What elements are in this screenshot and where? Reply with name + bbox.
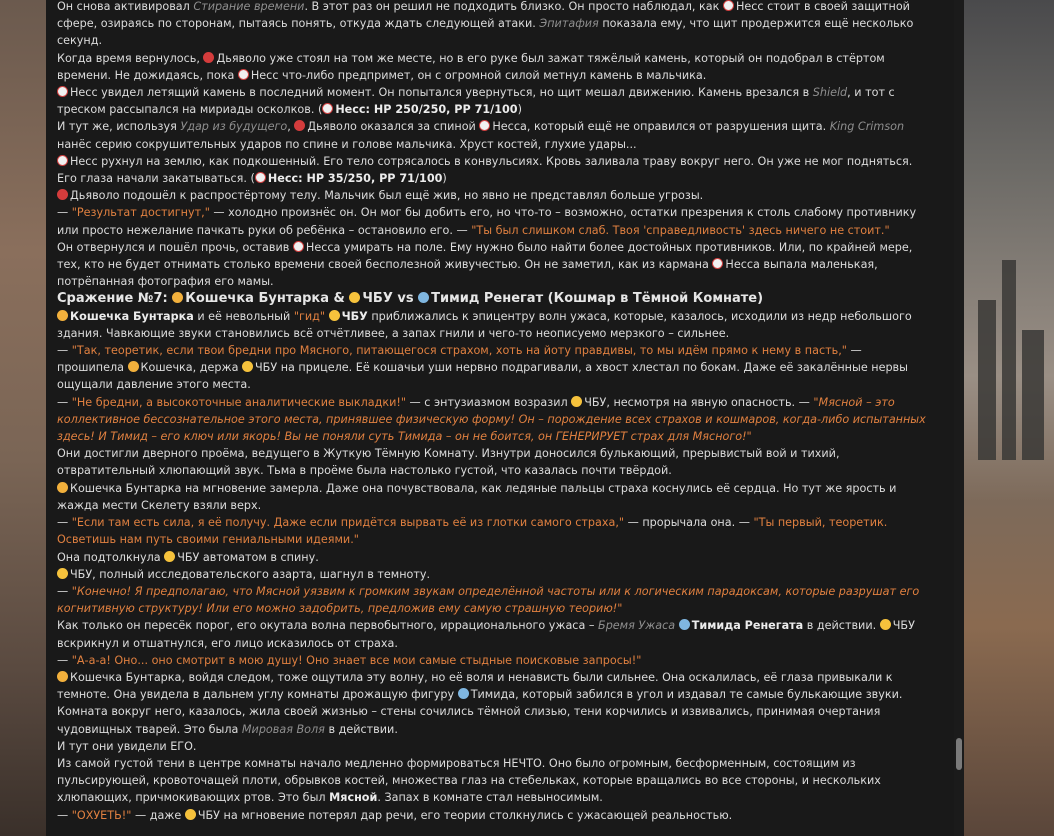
- paragraph: Кошечка Бунтарка, войдя следом, тоже ощутила эту волну, но её воля и ненависть были сильнее. Она оскалилась, её глаза привыкали к темноте. Она увидела в дальнем углу комнаты дрожащую фигуру Тимида, который забился в угол и издавал те самые булькающие звуки. Комната вокруг него, казалось, жила своей жизнью – стены сочились тёмной слизью, тени корчились и извивались, принимая очертания чудовищных тварей. Это была Мировая Воля в действии.: [57, 670, 903, 736]
- battle-heading: Сражение №7: Кошечка Бунтарка & ЧБУ vs Тимид Ренегат (Кошмар в Тёмной Комнате): [57, 291, 764, 307]
- zany-face-icon: [880, 619, 891, 630]
- paragraph: Из самой густой тени в центре комнаты начало медленно формироваться НЕЧТО. Оно было огромным, бесформенным, состоящим из пульсирующей, кровоточащей плоти, обрывков костей, множества глаз на стебельках, которые вращались во все стороны, и нескольких хлюпающих, причмокивающих ртов. Это был Мясной. Запах в комнате стал невыносимым.: [57, 756, 881, 805]
- paragraph: И тут они увидели ЕГО.: [57, 739, 197, 753]
- zany-face-icon: [571, 396, 582, 407]
- cat-icon: [128, 361, 139, 372]
- ness-icon: [322, 103, 333, 114]
- paragraph: Она подтолкнула ЧБУ автоматом в спину.: [57, 550, 319, 564]
- paragraph: Несс рухнул на землю, как подкошенный. Его тело сотрясалось в конвульсиях. Кровь заливала траву вокруг него. Он уже не мог подняться. Его глаза начали закатываться. ( Несс: HP 35/250, PP 71/100): [57, 154, 913, 186]
- zany-face-icon: [329, 310, 340, 321]
- zany-face-icon: [57, 568, 68, 579]
- ness-icon: [479, 120, 490, 131]
- background-wallpaper-left: [0, 0, 46, 836]
- zany-face-icon: [242, 361, 253, 372]
- paragraph: — "Не бредни, а высокоточные аналитические выкладки!" — с энтузиазмом возразил ЧБУ, несмотря на явную опасность. — "Мясной – это коллективное бессознательное этого места, принявшее физическую форму! Он – порождение всех страхов и кошмаров, когда-либо испытанных здесь! И Тимид – его ключ или якорь! Вы не поняли суть Тимида – он не боится, он ГЕНЕРИРУЕТ страх для Мясного!": [57, 395, 926, 444]
- zany-face-icon: [185, 809, 196, 820]
- paragraph: — "А-а-а! Оно... оно смотрит в мою душу! Оно знает все мои самые стыдные поисковые запросы!": [57, 653, 642, 667]
- scrollbar-track[interactable]: [954, 0, 964, 836]
- chat-message-panel: [46, 0, 964, 836]
- paragraph: — "Если там есть сила, я её получу. Даже если придётся вырвать её из глотки самого страха," — прорычала она. — "Ты первый, теоретик. Осветишь нам путь своими гениальными идеями.": [57, 516, 888, 547]
- story-text: [57, 0, 929, 824]
- ness-icon: [57, 86, 68, 97]
- zany-face-icon: [164, 551, 175, 562]
- paragraph: — "ОХУЕТЬ!" — даже ЧБУ на мгновение потерял дар речи, его теории столкнулись с ужасающей реальностью.: [57, 808, 733, 822]
- paragraph: Несс увидел летящий камень в последний момент. Он попытался увернуться, но щит мешал движению. Камень врезался в Shield, и тот с треском рассыпался на мириады осколков. ( Несс: HP 250/250, PP 71/100): [57, 86, 895, 117]
- fearful-face-icon: [679, 619, 690, 630]
- paragraph: Как только он пересёк порог, его окутала волна первобытного, иррационального ужаса – Бремя Ужаса Тимида Ренегата в действии. ЧБУ вскрикнул и отшатнулся, его лицо исказилось от страха.: [57, 619, 915, 650]
- cat-icon: [172, 292, 183, 303]
- cat-icon: [57, 671, 68, 682]
- paragraph: Он снова активировал Стирание времени. В этот раз он решил не подходить близко. Он просто наблюдал, как Несс стоит в своей защитной сфере, озираясь по сторонам, пытаясь понять, откуда ждать следующей атаки. Эпитафия показала ему, что щит продержится ещё несколько секунд.: [57, 0, 914, 48]
- paragraph: Кошечка Бунтарка на мгновение замерла. Даже она почувствовала, как ледяные пальцы страха коснулись её сердца. Но тут же ярость и жажда мести Скелету взяли верх.: [57, 481, 897, 512]
- scrollbar-thumb[interactable]: [956, 738, 962, 770]
- paragraph: — "Так, теоретик, если твои бредни про Мясного, питающегося страхом, хоть на йоту правдивы, то мы идём прямо к нему в пасть," — прошипела Кошечка, держа ЧБУ на прицеле. Её кошачьи уши нервно подрагивали, а хвост хлестал по бокам. Даже её закалённые нервы ощущали давление этого места.: [57, 344, 908, 392]
- devil-icon: [294, 120, 305, 131]
- cat-icon: [57, 310, 68, 321]
- cat-icon: [57, 482, 68, 493]
- paragraph: — "Результат достигнут," — холодно произнёс он. Он мог бы добить его, но что-то – возможно, остатки презрения к столь слабому противнику или просто нежелание пачкать руки об ребёнка – остановило его. — "Ты был слишком слаб. Твоя 'справедливость' здесь ничего не стоит.": [57, 206, 917, 237]
- ness-icon: [293, 241, 304, 252]
- ness-icon: [255, 172, 266, 183]
- ness-icon: [712, 258, 723, 269]
- ness-icon: [57, 155, 68, 166]
- devil-icon: [203, 52, 214, 63]
- paragraph: Кошечка Бунтарка и её невольный "гид" ЧБУ приближались к эпицентру волн ужаса, которые, казалось, исходили из недр небольшого здания. Чавкающие звуки становились всё отчётливее, а запах гнили и чего-то неописуемо мерзкого – сильнее.: [57, 309, 912, 340]
- ruin-tower-2: [1002, 260, 1016, 460]
- ness-icon: [723, 0, 734, 11]
- fearful-face-icon: [458, 688, 469, 699]
- paragraph: Он отвернулся и пошёл прочь, оставив Несса умирать на поле. Ему нужно было найти более достойных противников. Или, по крайней мере, тех, кто не будет отнимать столько времени своей бесполезной живучестью. Он не заметил, как из кармана Несса выпала маленькая, потрёпанная фотография его мамы.: [57, 240, 913, 289]
- paragraph: ЧБУ, полный исследовательского азарта, шагнул в темноту.: [57, 566, 929, 583]
- devil-icon: [57, 189, 68, 200]
- paragraph: — "Конечно! Я предполагаю, что Мясной уязвим к громким звукам определённой частоты или к логическим парадоксам, которые разрушат его когнитивную структуру! Или его можно задобрить, предложив ему самую страшную теорию!": [57, 584, 920, 616]
- ness-icon: [238, 69, 249, 80]
- zany-face-icon: [349, 292, 360, 303]
- background-wallpaper-right: [964, 0, 1054, 836]
- ruin-tower-3: [1022, 330, 1044, 460]
- paragraph: Дьяволо подошёл к распростёртому телу. Мальчик был ещё жив, но явно не представлял больше угрозы.: [57, 187, 929, 204]
- ruin-tower-1: [978, 300, 996, 460]
- paragraph: Когда время вернулось, Дьяволо уже стоял на том же месте, но в его руке был зажат тяжёлый камень, который он подобрал в стёртом времени. Не дожидаясь, пока Несс что-либо предпримет, он с огромной силой метнул камень в мальчика.: [57, 51, 885, 82]
- paragraph: И тут же, используя Удар из будущего, Дьяволо оказался за спиной Несса, который ещё не оправился от разрушения щита. King Crimson нанёс серию сокрушительных ударов по спине и голове мальчика. Хруст костей, глухие удары...: [57, 120, 905, 151]
- fearful-face-icon: [418, 292, 429, 303]
- paragraph: Они достигли дверного проёма, ведущего в Жуткую Тёмную Комнату. Изнутри доносился булькающий, прерывистый вой и тихий, отвратительный хлюпающий звук. Тьма в проёме была настолько густой, что казалась почти твёрдой.: [57, 447, 840, 478]
